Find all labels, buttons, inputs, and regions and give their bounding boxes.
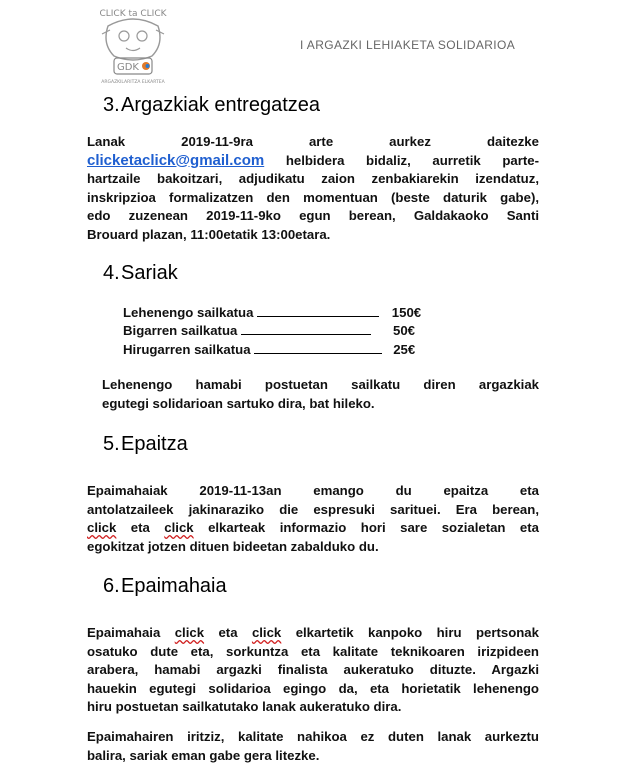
- paragraph-line: arabera, hamabi argazki finalista aukeratuko dituzte. Argazki: [87, 662, 539, 678]
- paragraph-line: clicketaclick@gmail.com helbidera bidaliz, aurretik parte-: [87, 151, 539, 169]
- section-heading-5: [103, 433, 188, 456]
- paragraph-line: balira, sariak eman gabe gera litezke.: [87, 747, 320, 763]
- paragraph-line: Brouard plazan, 11:00etatik 13:00etara.: [87, 226, 331, 242]
- paragraph-line: egutegi solidarioan sartuko dira, bat hileko.: [102, 395, 375, 411]
- section-title: Epaimahaia: [121, 575, 227, 597]
- section-3-paragraph: [87, 133, 539, 245]
- gdk-logo: [98, 4, 168, 88]
- paragraph-line: click eta click elkarteak informazio hori sare sozialetan eta: [87, 520, 539, 536]
- section-number: 6.: [103, 575, 120, 597]
- section-heading-6: [103, 575, 227, 598]
- section-number: 5.: [103, 433, 120, 455]
- paragraph-line: inskripzioa formalizatzen den momentuan (beste daturik gabe),: [87, 189, 539, 205]
- section-title: Argazkiak entregatzea: [121, 94, 321, 116]
- paragraph-line: Epaimahaia click eta click elkartetik kanpoko hiru pertsonak: [87, 625, 539, 640]
- paragraph-line: hiru postuetan sailkatutako lanak aukeratuko dira.: [87, 699, 402, 715]
- section-title: Epaitza: [121, 433, 188, 455]
- prize-amount: 150€: [391, 305, 422, 320]
- prize-row: [123, 322, 421, 340]
- paragraph-line: egokitzat jotzen dituen bideetan zabalduko du.: [87, 538, 379, 554]
- prize-label: Bigarren sailkatua: [123, 323, 238, 339]
- section-heading-4: [103, 262, 178, 285]
- logo-text-mid: GDK: [116, 62, 140, 73]
- paragraph-line: osatuko dute eta, sorkuntza eta kalitate teknikoaren irizpideen: [87, 643, 539, 659]
- email-link[interactable]: clicketaclick@gmail.com: [87, 151, 265, 169]
- section-number: 3.: [103, 94, 120, 116]
- prize-amount: 50€: [393, 323, 416, 339]
- section-6-paragraph-2: [87, 728, 539, 765]
- paragraph-line: Epaimahaiak 2019-11-13an emango du epaitza eta: [87, 483, 539, 498]
- section-title: Sariak: [121, 262, 178, 284]
- section-6-paragraph-1: [87, 624, 539, 717]
- paragraph-line: edo zuzenean 2019-11-9ko egun berean, Galdakaoko Santi: [87, 208, 539, 224]
- section-5-paragraph: [87, 482, 539, 556]
- document-header-title: I ARGAZKI LEHIAKETA SOLIDARIOA: [300, 38, 516, 52]
- logo-text-bottom: ARGAZKILARITZA ELKARTEA: [101, 80, 165, 85]
- paragraph-line: hauekin egutegi solidarioa egingo da, eta horietatik lehenengo: [87, 680, 539, 696]
- prize-row: [123, 304, 421, 322]
- section-4-paragraph: [102, 376, 539, 413]
- logo-text-top: CLICK ta CLICK: [99, 9, 167, 19]
- paragraph-line: Lanak 2019-11-9ra arte aurkez daitezke: [87, 134, 539, 149]
- prize-list: [123, 304, 421, 359]
- paragraph-line: hartzaile bakoitzari, adjudikatu zaion zenbakiarekin izendatuz,: [87, 171, 539, 187]
- prize-row: [123, 341, 421, 359]
- section-heading-3: [103, 94, 320, 117]
- prize-amount: 25€: [393, 341, 416, 357]
- section-number: 4.: [103, 262, 120, 284]
- prize-label: Lehenengo sailkatua: [123, 305, 254, 320]
- paragraph-line: Lehenengo hamabi postuetan sailkatu diren argazkiak: [102, 377, 539, 392]
- paragraph-line: antolatzaileek jakinaraziko die espresuki sarituei. Era berean,: [87, 501, 539, 517]
- prize-label: Hirugarren sailkatua: [123, 341, 251, 357]
- paragraph-line: Epaimahairen iritziz, kalitate nahikoa ez duten lanak aurkeztu: [87, 729, 539, 744]
